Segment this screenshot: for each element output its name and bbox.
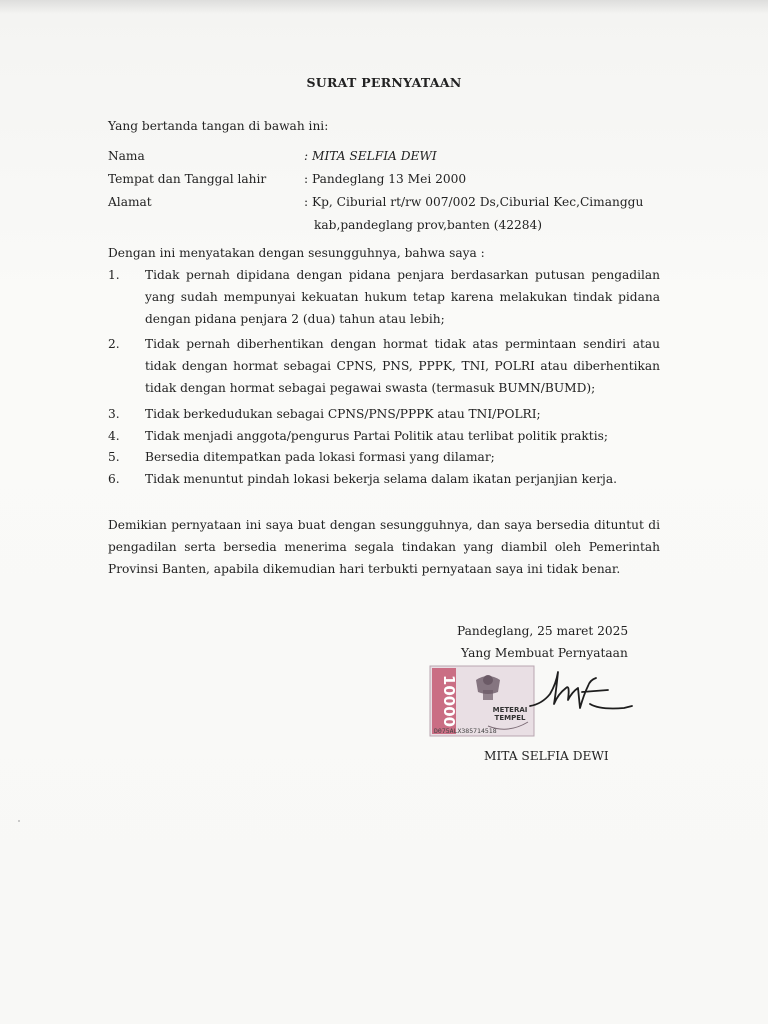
signature-role: Yang Membuat Pernyataan	[461, 646, 628, 660]
field-nama-label: Nama	[108, 149, 145, 163]
stamp-label-line2: TEMPEL	[494, 714, 526, 722]
field-alamat-label: Alamat	[108, 195, 152, 209]
list-item-number: 1.	[108, 268, 120, 282]
field-ttl-value: : Pandeglang 13 Mei 2000	[304, 172, 467, 186]
list-item-text: Tidak pernah diberhentikan dengan hormat tidak atas permintaan sendiri atau tidak dengan hormat sebagai CPNS, PNS, PPPK, TNI, POLRI atau diberhentikan tidak dengan hormat sebagai pegawai swasta (termasuk BUMN/BUMD);	[145, 337, 660, 395]
list-item-number: 4.	[108, 428, 120, 443]
list-item	[108, 265, 660, 330]
field-nama	[108, 145, 437, 167]
signature-place-date: Pandeglang, 25 maret 2025	[457, 624, 629, 638]
document-title: SURAT PERNYATAAN	[306, 75, 462, 90]
list-item-text: Tidak pernah dipidana dengan pidana penjara berdasarkan putusan pengadilan yang sudah mempunyai kekuatan hukum tetap karena melakukan tindak pidana dengan pidana penjara 2 (dua) tahun atau lebih;	[145, 268, 660, 326]
stamp-label-line1: METERAI	[492, 706, 528, 714]
list-item-text: Tidak menuntut pindah lokasi bekerja selama dalam ikatan perjanjian kerja.	[145, 472, 617, 487]
field-ttl-label: Tempat dan Tanggal lahir	[108, 172, 267, 186]
statement-list	[108, 265, 660, 491]
list-item	[108, 447, 660, 469]
scan-edge-shadow	[0, 0, 768, 14]
list-item	[108, 426, 660, 448]
stamp-serial: D075ALX385714518	[434, 727, 497, 735]
list-item-number: 3.	[108, 406, 120, 421]
statement-intro: Dengan ini menyatakan dengan sesungguhnya, bahwa saya :	[108, 246, 485, 260]
list-item-number: 6.	[108, 472, 120, 487]
intro-text: Yang bertanda tangan di bawah ini:	[108, 119, 329, 133]
stamp-amount: 10000	[440, 674, 458, 728]
field-ttl	[108, 168, 466, 190]
closing-paragraph: Demikian pernyataan ini saya buat dengan sesungguhnya, dan saya bersedia dituntut di pengadilan serta bersedia menerima segala tindakan yang diambil oleh Pemerintah Provinsi Banten, apabila dikemudian hari terbukti pernyataan saya ini tidak benar.	[108, 518, 660, 576]
field-alamat-value-line1: : Kp, Ciburial rt/rw 007/002 Ds,Ciburial Kec,Cimanggu	[304, 195, 644, 209]
signature-name: MITA SELFIA DEWI	[484, 749, 609, 763]
list-item-text: Tidak menjadi anggota/pengurus Partai Politik atau terlibat politik praktis;	[145, 428, 608, 443]
list-item-number: 2.	[108, 337, 120, 352]
field-alamat-value-line2: kab,pandeglang prov,banten (42284)	[314, 218, 543, 232]
field-nama-value: : MITA SELFIA DEWI	[304, 149, 437, 163]
field-alamat	[108, 191, 643, 213]
list-item-number: 5.	[108, 450, 120, 465]
list-item	[108, 404, 660, 426]
list-item	[108, 334, 660, 399]
list-item-text: Bersedia ditempatkan pada lokasi formasi yang dilamar;	[145, 450, 495, 465]
list-item	[108, 469, 660, 491]
list-item-text: Tidak berkedudukan sebagai CPNS/PNS/PPPK atau TNI/POLRI;	[145, 406, 541, 421]
handwritten-signature	[528, 664, 638, 724]
scan-speck	[18, 820, 20, 822]
meterai-stamp	[428, 664, 536, 738]
